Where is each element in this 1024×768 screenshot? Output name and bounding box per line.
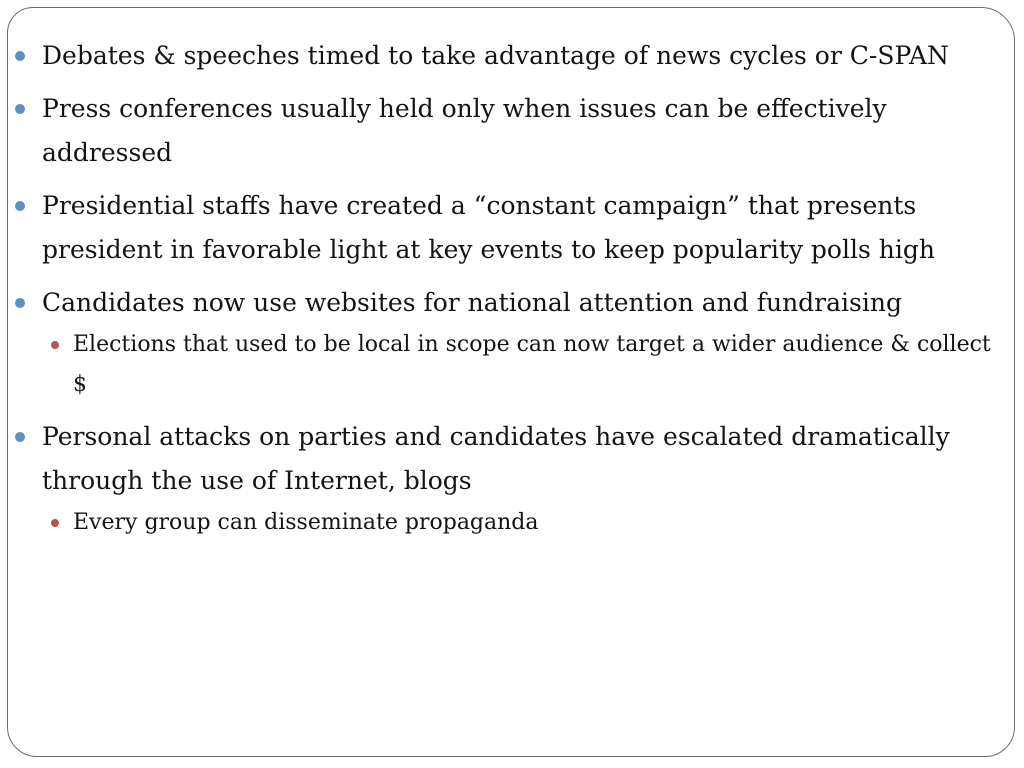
bullet-text: Personal attacks on parties and candidates have escalated dramatically through the use of Internet, blogs <box>42 422 950 495</box>
slide-frame <box>7 7 1015 757</box>
bullet-item-websites <box>8 281 1014 325</box>
sub-bullet-text: Every group can disseminate propaganda <box>73 510 539 535</box>
sub-bullet-text: Elections that used to be local in scope can now target a wider audience & collect $ <box>73 332 991 397</box>
bullet-text: Debates & speeches timed to take advantage of news cycles or C-SPAN <box>42 41 949 70</box>
bullet-item-debates <box>8 34 1014 78</box>
bullet-item-personal-attacks <box>8 415 1014 503</box>
bullet-text: Candidates now use websites for national attention and fundraising <box>42 288 902 317</box>
sub-bullet-item-local-elections <box>8 325 1014 405</box>
bullet-item-constant-campaign <box>8 184 1014 272</box>
bullet-text: Press conferences usually held only when issues can be effectively addressed <box>42 94 887 167</box>
bullet-dot-icon <box>15 432 25 442</box>
bullet-list <box>8 34 1014 553</box>
bullet-text: Presidential staffs have created a “constant campaign” that presents president in favorable light at key events to keep popularity polls high <box>42 191 935 264</box>
bullet-dot-icon <box>15 51 25 61</box>
bullet-dot-icon <box>15 298 25 308</box>
sub-bullet-dot-icon <box>51 519 59 527</box>
bullet-item-press-conferences <box>8 87 1014 175</box>
bullet-dot-icon <box>15 104 25 114</box>
sub-bullet-item-propaganda <box>8 503 1014 543</box>
bullet-dot-icon <box>15 201 25 211</box>
sub-bullet-dot-icon <box>51 341 59 349</box>
